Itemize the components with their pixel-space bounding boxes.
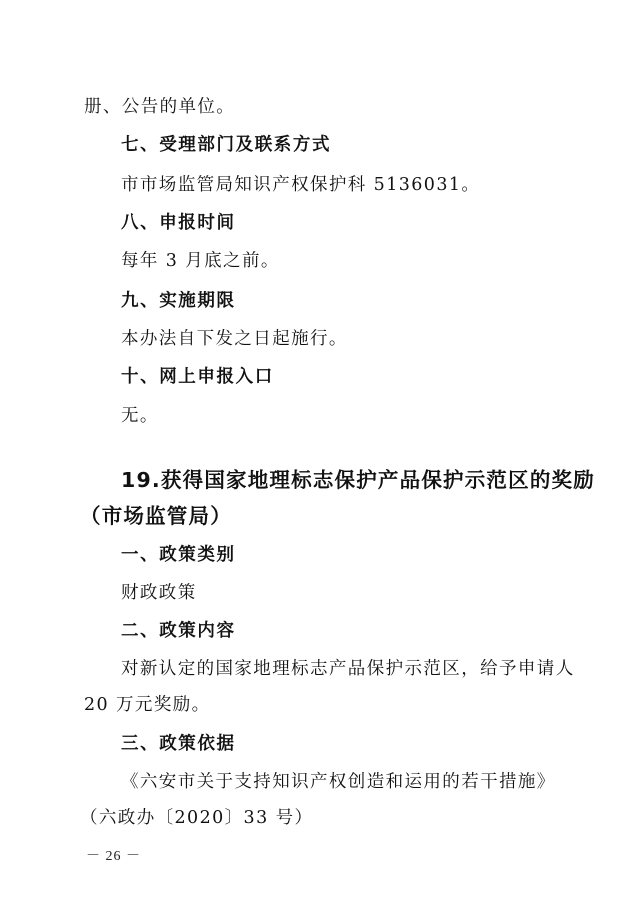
text-line-continuation: 册、公告的单位。: [84, 97, 236, 117]
effective-line: 本办法自下发之日起施行。: [121, 329, 348, 349]
section-heading-2: 二、政策内容: [121, 621, 236, 641]
section-heading-3: 三、政策依据: [121, 734, 236, 754]
basis-line-2: （六政办〔2020〕33 号）: [80, 808, 314, 828]
section-heading-9: 九、实施期限: [121, 291, 236, 311]
basis-line-1: 《六安市关于支持知识产权创造和运用的若干措施》: [121, 772, 556, 792]
deadline-line: 每年 3 月底之前。: [121, 251, 280, 271]
section-heading-7: 七、受理部门及联系方式: [121, 135, 332, 155]
section-heading-8: 八、申报时间: [121, 213, 236, 233]
section-heading-10: 十、网上申报入口: [121, 367, 274, 387]
policy-title: 19.获得国家地理标志保护产品保护示范区的奖励: [121, 468, 595, 492]
contact-line: 市市场监管局知识产权保护科 5136031。: [121, 175, 481, 195]
content-line-1: 对新认定的国家地理标志产品保护示范区，给予申请人: [121, 659, 575, 679]
page-number: － 26 －: [86, 849, 141, 864]
category-line: 财政政策: [121, 583, 197, 603]
entry-line: 无。: [121, 406, 159, 426]
content-line-2: 20 万元奖励。: [84, 695, 211, 715]
policy-title-department: （市场监管局）: [80, 504, 232, 528]
section-heading-1: 一、政策类别: [121, 545, 236, 565]
